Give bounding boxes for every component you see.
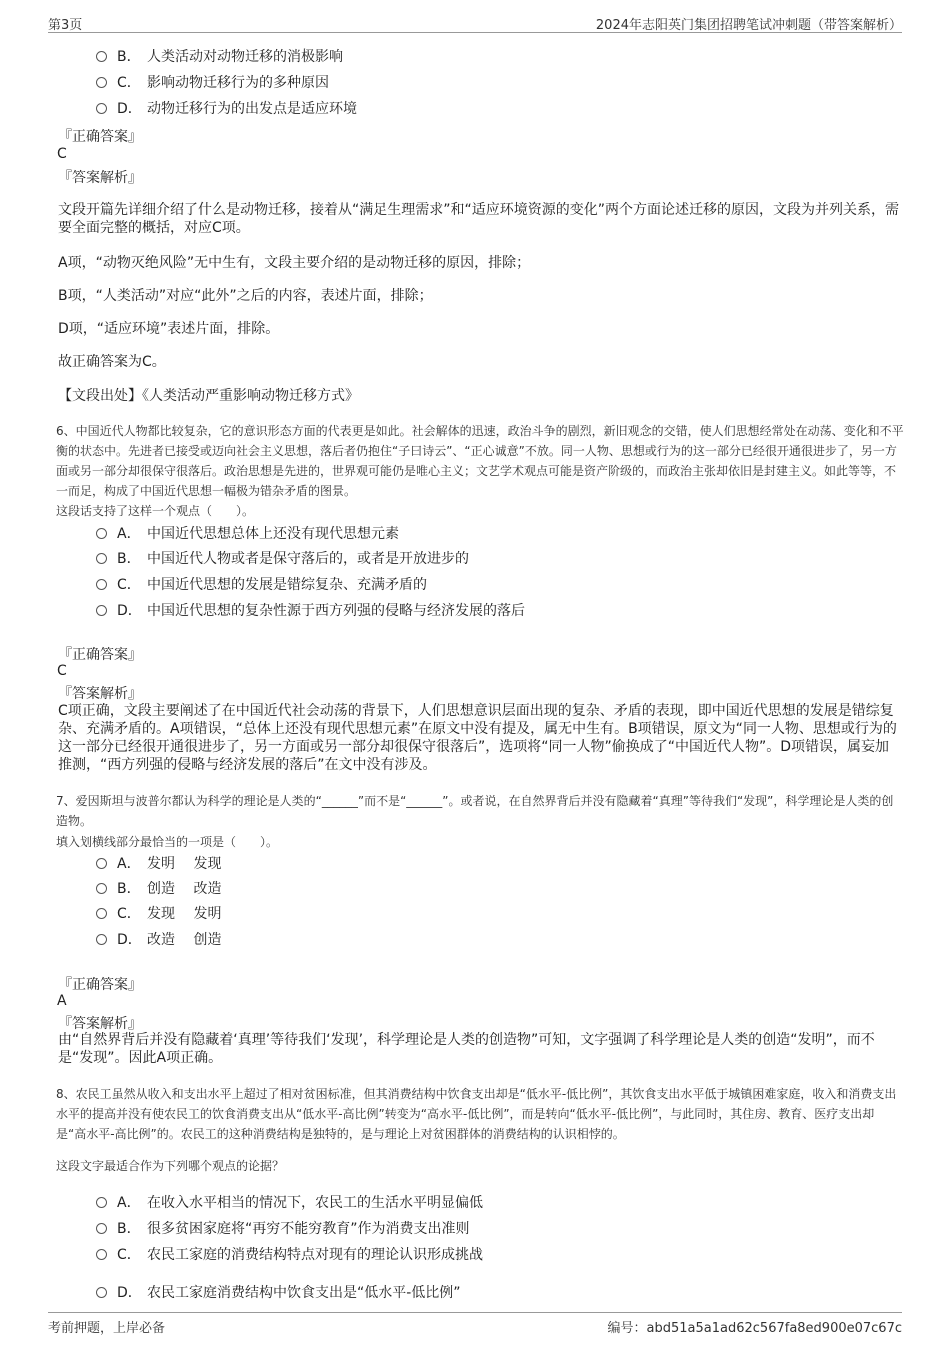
q5-analysis-label: 『答案解析』 (58, 170, 142, 186)
q6-option-c[interactable]: C． 中国近代思想的发展是错综复杂、充满矛盾的 (96, 574, 427, 596)
q5-analysis-para: 文段开篇先详细介绍了什么是动物迁移，接着从“满足生理需求”和“适应环境资源的变化”两个方面论述迁移的原因，文段为并列关系，需要全面完整的概括，对应C项。 (58, 202, 900, 236)
q5-option-c[interactable]: C． 影响动物迁移行为的多种原因 (96, 72, 329, 94)
code-label: 编号： (607, 1321, 647, 1336)
q7-answer-label: 『正确答案』 (58, 977, 142, 993)
q8-option-d[interactable]: D． 农民工家庭消费结构中饮食支出是“低水平-低比例” (96, 1282, 461, 1304)
radio-icon[interactable] (96, 908, 107, 919)
radio-icon[interactable] (96, 605, 107, 616)
q8-stem: 8、农民工虽然从收入和支出水平上超过了相对贫困标准，但其消费结构中饮食支出却是“低水平-低比例”，其饮食支出水平低于城镇困难家庭，收入和消费支出水平的提高并没有使农民工的饮食消费支出从“低水平-高比例”转变为“高水平-低比例”，而是转向“低水平-低比例”，与此同时，其住房、教育、医疗支出却是“高水平-高比例”的。农民工的这种消费结构是独特的，是与理论上对贫困群体的消费结构的认识相悖的。 (56, 1087, 897, 1141)
q5-analysis-para: D项，“适应环境”表述片面，排除。 (58, 321, 280, 337)
q5-option-b[interactable]: B． 人类活动对动物迁移的消极影响 (96, 46, 343, 68)
document-title: 2024年志阳英门集团招聘笔试冲刺题（带答案解析） (595, 18, 902, 33)
radio-icon[interactable] (96, 51, 107, 62)
q8-option-b[interactable]: B． 很多贫困家庭将“再穷不能穷教育”作为消费支出准则 (96, 1218, 470, 1240)
q7-option-d[interactable]: D． 改造 创造 (96, 929, 221, 951)
q7-stem: 7、爱因斯坦与波普尔都认为科学的理论是人类的“______”而不是“______”。或者说，在自然界背后并没有隐藏着“真理”等待我们“发现”，科学理论是人类的创造物。 (56, 794, 894, 828)
radio-icon[interactable] (96, 553, 107, 564)
radio-icon[interactable] (96, 579, 107, 590)
q7-analysis-label: 『答案解析』 (58, 1016, 142, 1032)
q5-analysis-para: 故正确答案为C。 (58, 354, 166, 370)
q6-analysis-label: 『答案解析』 (58, 686, 142, 702)
q7-analysis: 由“自然界背后并没有隐藏着‘真理’等待我们‘发现’，科学理论是人类的创造物”可知，文字强调了科学理论是人类的创造“发明”，而不是“发现”。因此A项正确。 (58, 1032, 875, 1066)
code-value: abd51a5a1ad62c567fa8ed900e07c67c (646, 1321, 902, 1336)
q6-answer: C (57, 663, 67, 679)
q6-prompt: 这段话支持了这样一个观点（ ）。 (56, 504, 255, 518)
q6-option-d[interactable]: D． 中国近代思想的复杂性源于西方列强的侵略与经济发展的落后 (96, 600, 525, 622)
radio-icon[interactable] (96, 934, 107, 945)
q7-answer: A (57, 993, 67, 1009)
q7-prompt: 填入划横线部分最恰当的一项是（ ）。 (56, 835, 279, 849)
radio-icon[interactable] (96, 528, 107, 539)
radio-icon[interactable] (96, 103, 107, 114)
radio-icon[interactable] (96, 1223, 107, 1234)
q5-answer-label: 『正确答案』 (58, 129, 142, 145)
q7-option-c[interactable]: C． 发现 发明 (96, 903, 221, 925)
q6-answer-label: 『正确答案』 (58, 647, 142, 663)
q8-option-c[interactable]: C． 农民工家庭的消费结构特点对现有的理论认识形成挑战 (96, 1244, 483, 1266)
q6-option-b[interactable]: B． 中国近代人物或者是保守落后的，或者是开放进步的 (96, 548, 469, 570)
q7-option-a[interactable]: A． 发明 发现 (96, 853, 221, 875)
page-number: 第3页 (48, 18, 83, 33)
page-footer (48, 1312, 902, 1335)
q5-analysis-para: A项，“动物灭绝风险”无中生有，文段主要介绍的是动物迁移的原因，排除； (58, 255, 531, 271)
q8-option-a[interactable]: A． 在收入水平相当的情况下，农民工的生活水平明显偏低 (96, 1192, 483, 1214)
document-code (608, 1317, 902, 1336)
radio-icon[interactable] (96, 1197, 107, 1208)
q6-stem: 6、中国近代人物都比较复杂，它的意识形态方面的代表更是如此。社会解体的迅速，政治斗争的剧烈，新旧观念的交错，使人们思想经常处在动荡、变化和不平衡的状态中。先进者已接受或迈向社会主义思想，落后者仍抱住“子曰诗云”、“正心诚意”不放。同一人物、思想或行为的这一部分已经很开通很进步了，另一方面或另一部分却很保守很落后。政治思想是先进的，世界观可能仍是唯心主义；文艺学术观点可能是资产阶级的，而政治主张却依旧是封建主义。如此等等，不一而足，构成了中国近代思想一幅极为错杂矛盾的图景。 (56, 424, 904, 498)
q6-analysis: C项正确，文段主要阐述了在中国近代社会动荡的背景下，人们思想意识层面出现的复杂、矛盾的表现，即中国近代思想的发展是错综复杂、充满矛盾的。A项错误，“总体上还没有现代思想元素”在原文中没有提及，属无中生有。B项错误，原文为“同一人物、思想或行为的这一部分已经很开通很进步了，另一方面或另一部分却很保守很落后”，选项将“同一人物”偷换成了“中国近代人物”。D项错误，属妄加推测，“西方列强的侵略与经济发展的落后”在文中没有涉及。 (58, 703, 897, 773)
q8-prompt: 这段文字最适合作为下列哪个观点的论据？ (56, 1159, 285, 1173)
radio-icon[interactable] (96, 77, 107, 88)
q6-option-a[interactable]: A． 中国近代思想总体上还没有现代思想元素 (96, 523, 399, 545)
q5-source: 【文段出处】《人类活动严重影响动物迁移方式》 (58, 388, 359, 404)
footer-slogan: 考前押题，上岸必备 (48, 1321, 166, 1336)
q5-answer: C (57, 146, 67, 162)
q7-option-b[interactable]: B． 创造 改造 (96, 878, 221, 900)
radio-icon[interactable] (96, 883, 107, 894)
radio-icon[interactable] (96, 1249, 107, 1260)
q5-analysis-para: B项，“人类活动”对应“此外”之后的内容，表述片面，排除； (58, 288, 433, 304)
radio-icon[interactable] (96, 1287, 107, 1298)
q5-option-d[interactable]: D． 动物迁移行为的出发点是适应环境 (96, 98, 357, 120)
page-header (48, 14, 902, 33)
radio-icon[interactable] (96, 858, 107, 869)
